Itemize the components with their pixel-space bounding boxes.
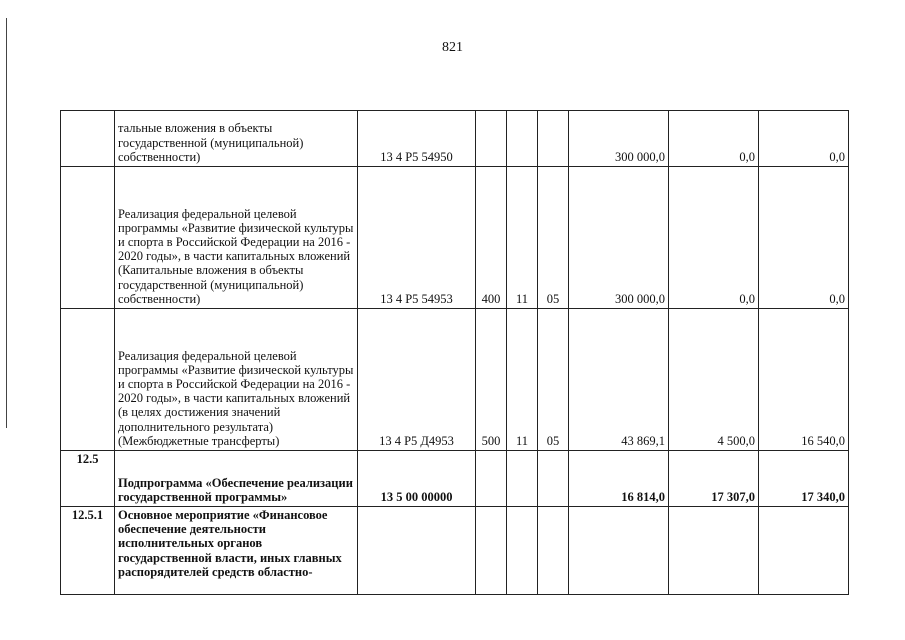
row-value-3 [759,507,849,595]
row-value-2: 17 307,0 [669,451,759,507]
margin-line [6,18,7,428]
row-code: 13 4 Р5 54953 [358,167,476,309]
table-row [61,451,849,507]
row-rz: 11 [507,309,538,451]
row-vr [476,451,507,507]
row-rz: 11 [507,167,538,309]
row-value-3: 0,0 [759,167,849,309]
row-code: 13 4 Р5 54950 [358,111,476,167]
row-number [61,309,115,451]
table-row [61,309,849,451]
row-rz [507,451,538,507]
row-name: тальные вложения в объекты государственной (муниципальной) собственности) [115,111,358,167]
row-number [61,167,115,309]
row-value-3: 16 540,0 [759,309,849,451]
row-vr: 500 [476,309,507,451]
row-pr [538,507,569,595]
row-value-1 [569,507,669,595]
row-name: Реализация федеральной целевой программы «Развитие физической культуры и спорта в Российской Федерации на 2016 - 2020 годы», в части капитальных вложений (Капитальные вложения в объекты государственной (муниципальной) собственности) [115,167,358,309]
row-code: 13 5 00 00000 [358,451,476,507]
row-value-3: 0,0 [759,111,849,167]
row-value-3: 17 340,0 [759,451,849,507]
row-vr [476,111,507,167]
budget-table [60,110,849,595]
row-vr: 400 [476,167,507,309]
row-code [358,507,476,595]
row-pr [538,111,569,167]
row-pr [538,451,569,507]
row-rz [507,111,538,167]
row-value-2 [669,507,759,595]
row-code: 13 4 Р5 Д4953 [358,309,476,451]
table-row [61,167,849,309]
page-number: 821 [442,40,463,55]
row-value-1: 300 000,0 [569,167,669,309]
row-rz [507,507,538,595]
row-number: 12.5.1 [61,507,115,595]
row-pr: 05 [538,167,569,309]
row-number [61,111,115,167]
row-number: 12.5 [61,451,115,507]
row-value-1: 300 000,0 [569,111,669,167]
row-pr: 05 [538,309,569,451]
row-name: Основное мероприятие «Финансовое обеспечение деятельности исполнительных органов государственной власти, иных главных распорядителей средств областно- [115,507,358,595]
row-value-2: 0,0 [669,167,759,309]
row-name: Подпрограмма «Обеспечение реализации государственной программы» [115,451,358,507]
table-row [61,507,849,595]
row-value-2: 0,0 [669,111,759,167]
row-value-2: 4 500,0 [669,309,759,451]
row-name: Реализация федеральной целевой программы «Развитие физической культуры и спорта в Российской Федерации на 2016 - 2020 годы», в части капитальных вложений (в целях достижения значений дополнительного результата) (Межбюджетные трансферты) [115,309,358,451]
row-value-1: 43 869,1 [569,309,669,451]
table-row [61,111,849,167]
row-vr [476,507,507,595]
row-value-1: 16 814,0 [569,451,669,507]
